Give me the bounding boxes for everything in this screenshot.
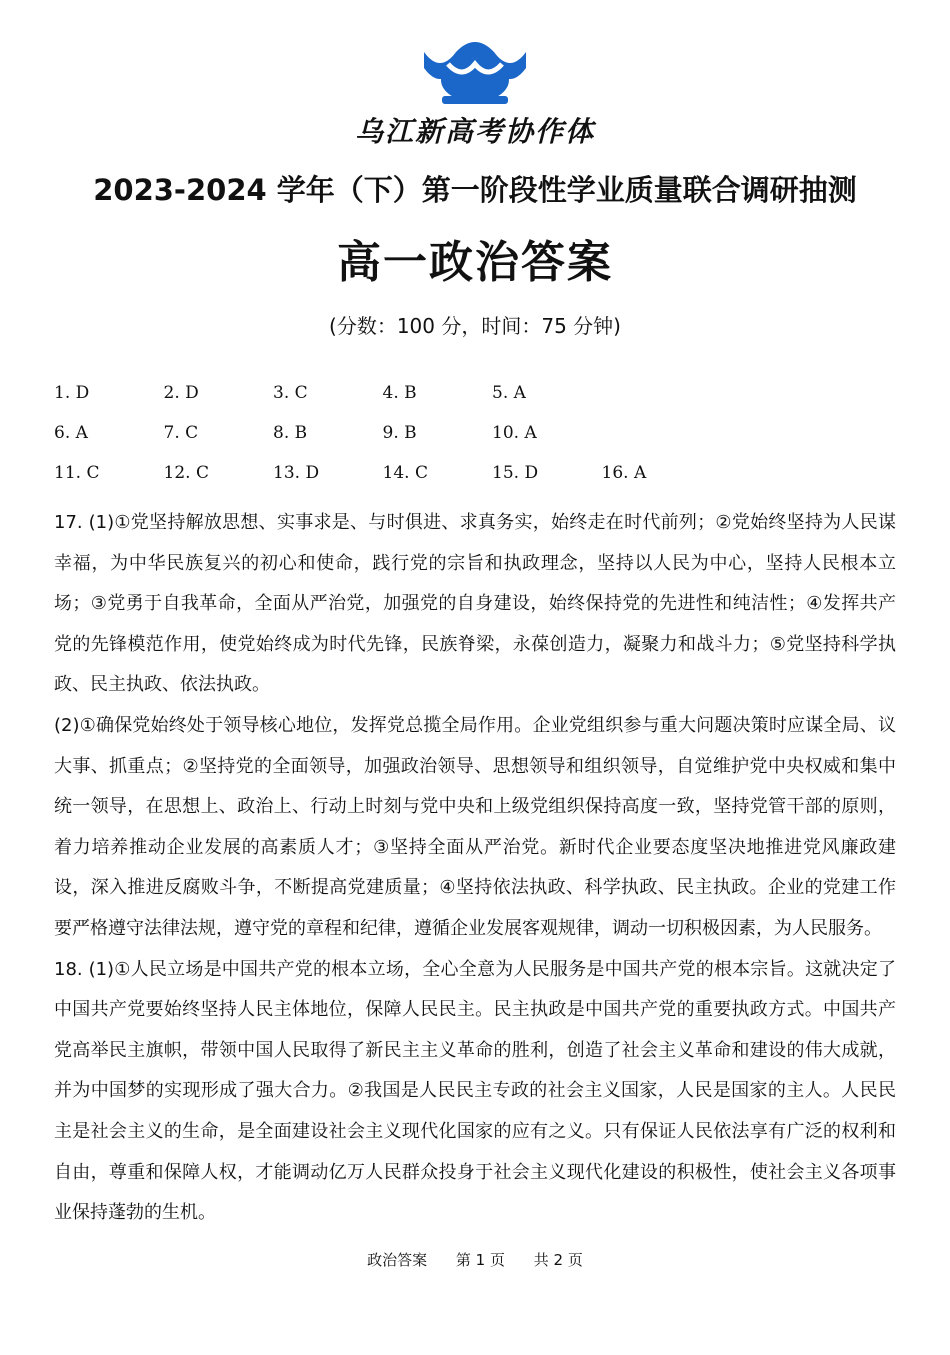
logo: [0, 34, 950, 150]
mc-answer: 6. A: [54, 423, 88, 443]
page-title: 高一政治答案: [337, 237, 613, 288]
footer-subject: 政治答案: [367, 1251, 428, 1269]
mc-answer: 1. D: [54, 383, 90, 403]
page-footer: [0, 1249, 950, 1270]
answer-18-1: 18. (1)①人民立场是中国共产党的根本立场，全心全意为人民服务是中国共产党的根本宗旨。这就决定了中国共产党要始终坚持人民主体地位，保障人民民主。民主执政是中国共产党的重要执政方式。中国共产党高举民主旗帜，带领中国人民取得了新民主主义革命的胜利，创造了社会主义革命和建设的伟大成就，并为中国梦的实现形成了强大合力。②我国是人民民主专政的社会主义国家，人民是国家的主人。人民民主是社会主义的生命，是全面建设社会主义现代化国家的应有之义。只有保证人民依法享有广泛的权利和自由，尊重和保障人权，才能调动亿万人民群众投身于社会主义现代化建设的积极性，使社会主义各项事业保持蓬勃的生机。: [54, 958, 896, 1224]
mc-answer: 7. C: [163, 423, 199, 443]
mc-row: [54, 463, 711, 503]
mc-answer: 11. C: [54, 463, 100, 483]
mc-row: [54, 383, 711, 423]
footer-total: 共 2 页: [533, 1251, 583, 1269]
mc-answer: 10. A: [492, 423, 537, 443]
mc-answer: 4. B: [382, 383, 417, 403]
wujiang-logo-icon: [420, 34, 530, 106]
logo-text: 乌江新高考协作体: [354, 115, 595, 148]
essay-answers: [54, 503, 896, 1234]
mc-answer: 15. D: [492, 463, 539, 483]
mc-answer: 3. C: [273, 383, 308, 403]
mc-answer: 13. D: [273, 463, 320, 483]
mc-answer: 16. A: [601, 463, 647, 483]
multiple-choice-answers: [54, 383, 711, 503]
mc-row: [54, 423, 711, 463]
mc-answer: 2. D: [163, 383, 199, 403]
mc-answer: 9. B: [382, 423, 417, 443]
mc-answer: 5. A: [492, 383, 526, 403]
answer-17-1: 17. (1)①党坚持解放思想、实事求是、与时俱进、求真务实，始终走在时代前列；②党始终坚持为人民谋幸福，为中华民族复兴的初心和使命，践行党的宗旨和执政理念，坚持以人民为中心，坚持人民根本立场；③党勇于自我革命，全面从严治党，加强党的自身建设，始终保持党的先进性和纯洁性；④发挥共产党的先锋模范作用，使党始终成为时代先锋，民族脊梁，永葆创造力，凝聚力和战斗力；⑤党坚持科学执政、民主执政、依法执政。: [54, 512, 896, 696]
footer-page: 第 1 页: [455, 1251, 505, 1269]
mc-answer: 8. B: [273, 423, 308, 443]
answer-17-2: (2)①确保党始终处于领导核心地位，发挥党总揽全局作用。企业党组织参与重大问题决策时应谋全局、议大事、抓重点；②坚持党的全面领导，加强政治领导、思想领导和组织领导，自觉维护党中央权威和集中统一领导，在思想上、政治上、行动上时刻与党中央和上级党组织保持高度一致，坚持党管干部的原则，着力培养推动企业发展的高素质人才；③坚持全面从严治党。新时代企业要态度坚决地推进党风廉政建设，深入推进反腐败斗争，不断提高党建质量；④坚持依法执政、科学执政、民主执政。企业的党建工作要严格遵守法律法规，遵守党的章程和纪律，遵循企业发展客观规律，调动一切积极因素，为人民服务。: [54, 714, 896, 939]
score-time-info: (分数：100 分，时间：75 分钟): [329, 314, 621, 338]
mc-answer: 12. C: [163, 463, 209, 483]
exam-title: 2023-2024 学年（下）第一阶段性学业质量联合调研抽测: [93, 173, 857, 207]
mc-answer: 14. C: [382, 463, 428, 483]
